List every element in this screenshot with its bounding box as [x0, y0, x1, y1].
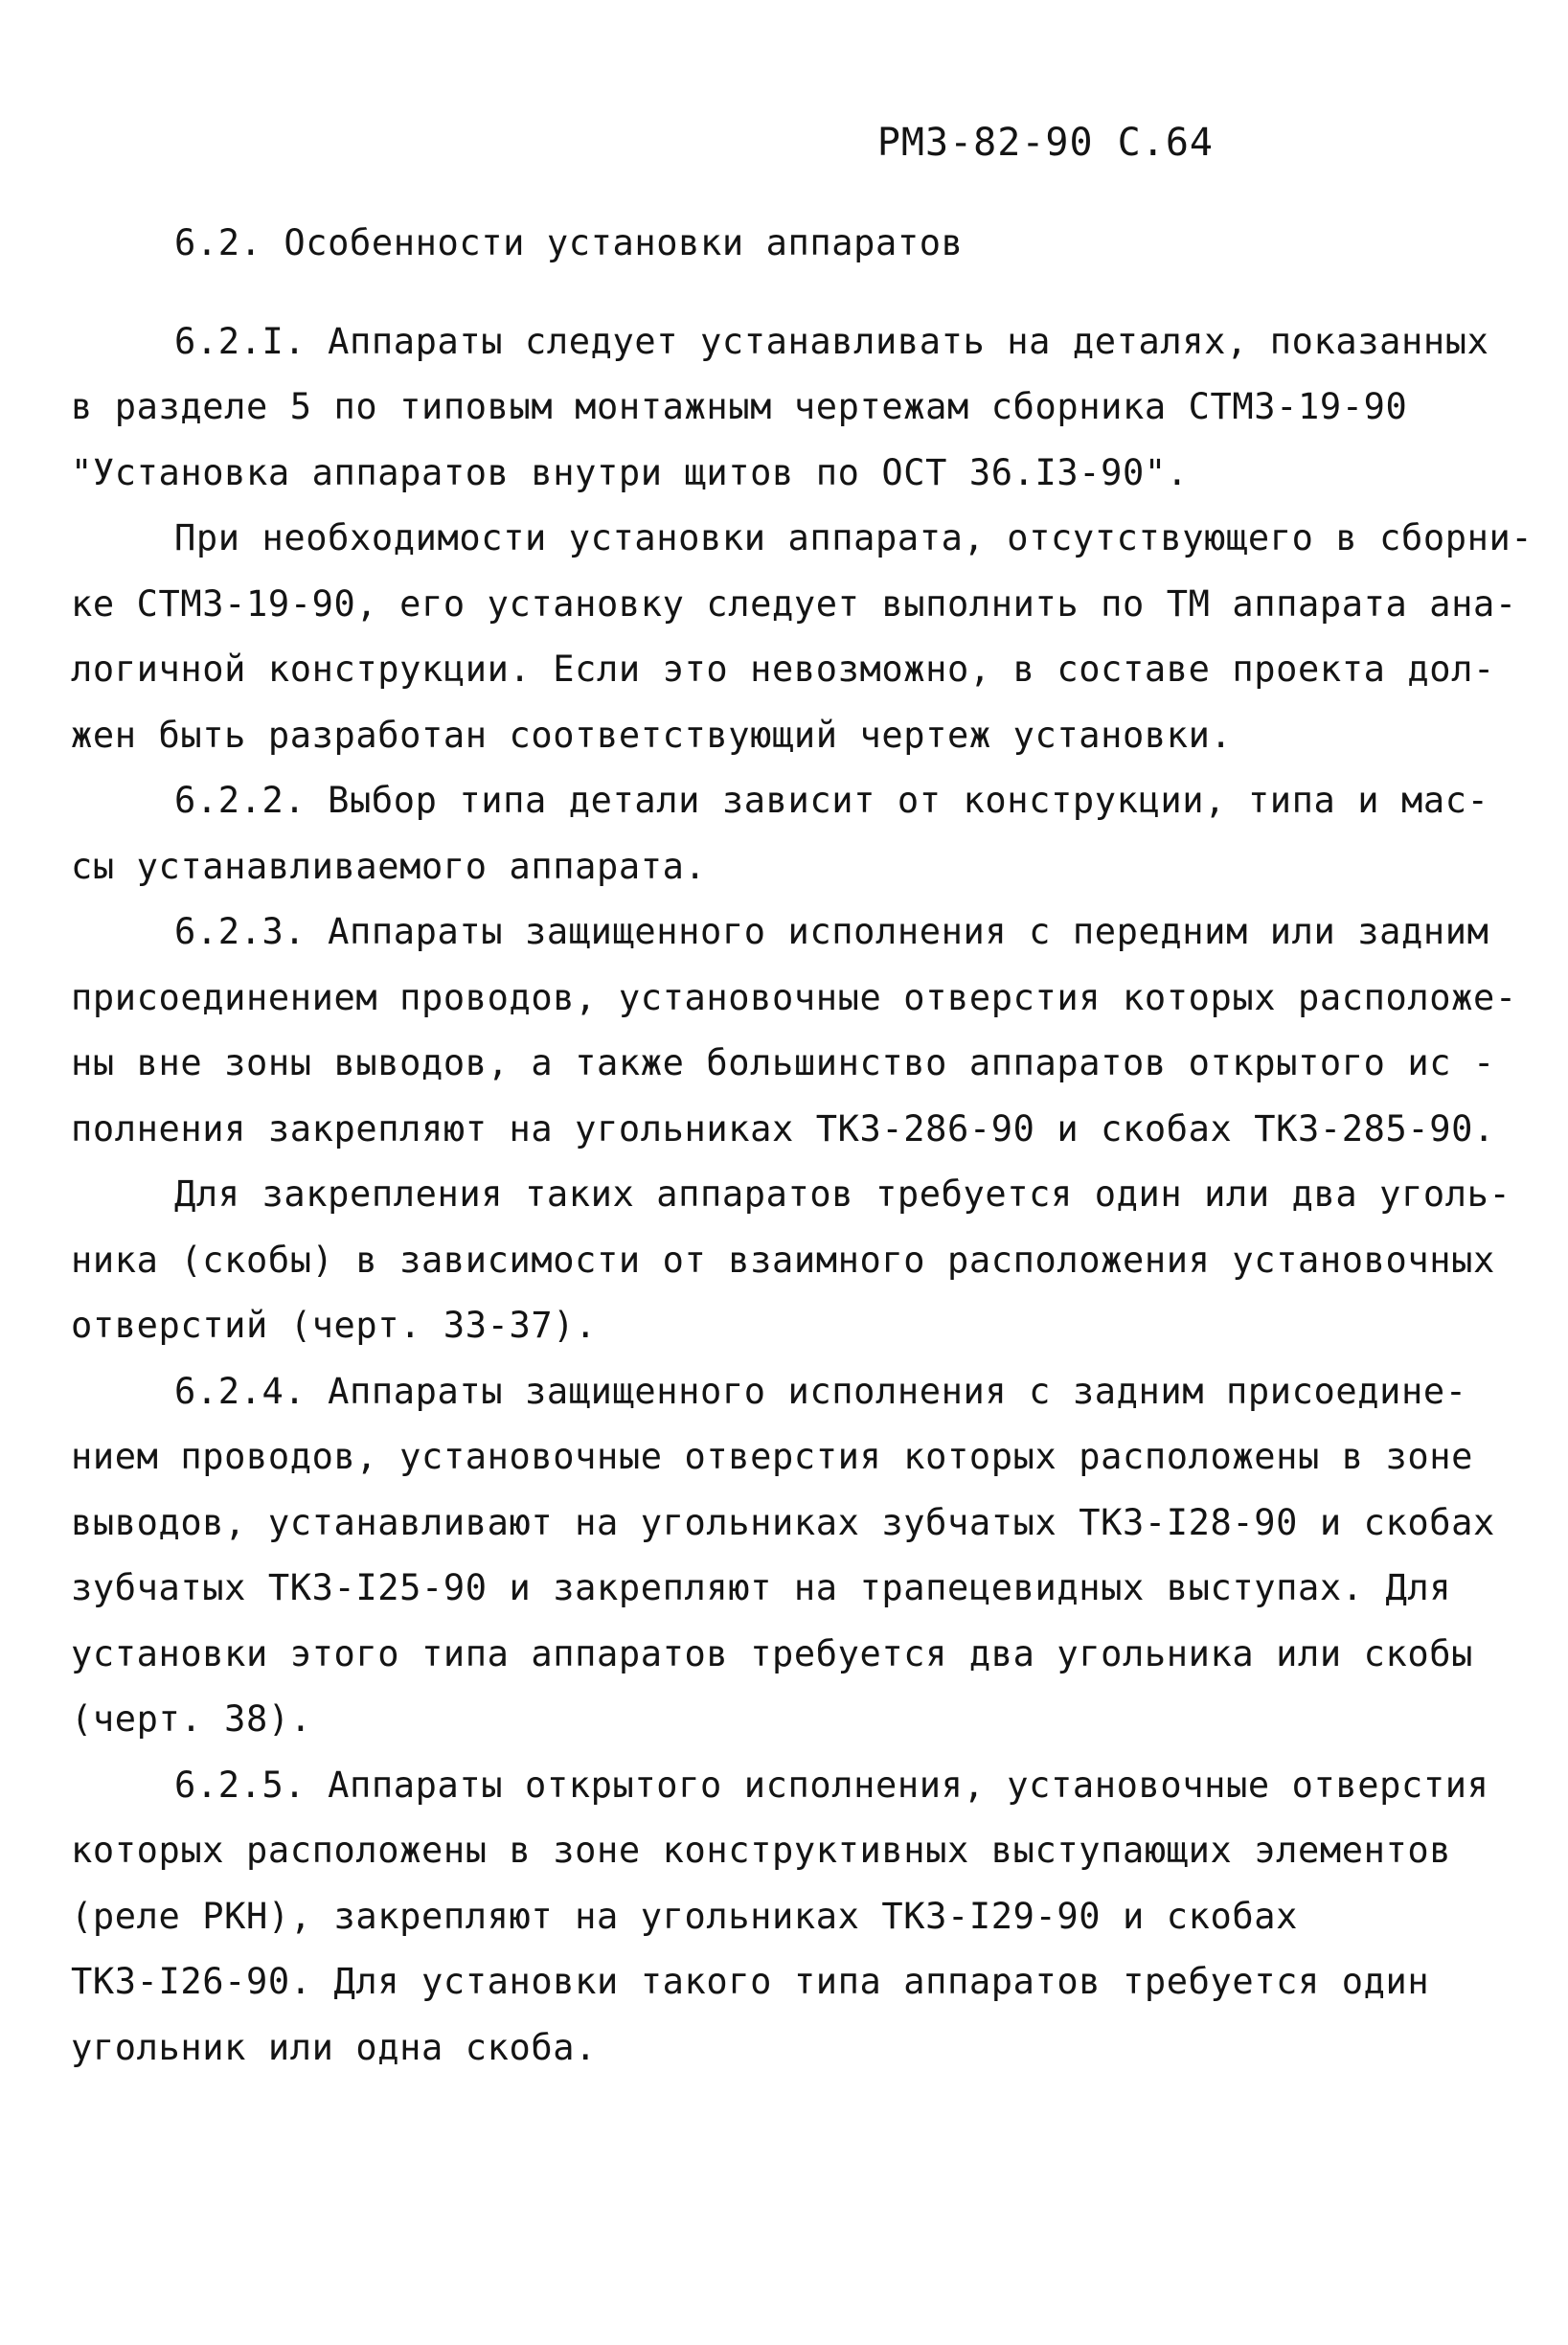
text-line: нием проводов, установочные отверстия которых расположены в зоне: [71, 1436, 1474, 1477]
text-line: выводов, устанавливают на угольниках зубчатых ТКЗ-I28-90 и скобах: [71, 1501, 1495, 1543]
text-line: присоединением проводов, установочные отверстия которых расположе-: [71, 976, 1517, 1018]
section-title: 6.2. Особенности установки аппаратов: [174, 222, 964, 263]
title-spacer: [71, 277, 1431, 309]
text-line: ника (скобы) в зависимости от взаимного расположения установочных: [71, 1239, 1495, 1281]
document-body: [71, 211, 1534, 2081]
text-line: полнения закрепляют на угольниках ТКЗ-286-90 и скобах ТКЗ-285-90.: [71, 1107, 1495, 1150]
text-line: установки этого типа аппаратов требуется два угольника или скобы: [71, 1632, 1474, 1674]
text-line: ТКЗ-I26-90. Для установки такого типа аппаратов требуется один: [71, 1961, 1430, 2002]
text-line: 6.2.3. Аппараты защищенного исполнения с передним или задним: [174, 911, 1489, 952]
text-line: которых расположены в зоне конструктивных выступающих элементов: [71, 1830, 1452, 1871]
text-line: угольник или одна скоба.: [71, 2026, 598, 2068]
text-line: (реле РКН), закрепляют на угольниках ТКЗ-I29-90 и скобах: [71, 1895, 1299, 1937]
text-line: Для закрепления таких аппаратов требуется один или два уголь-: [174, 1173, 1511, 1215]
text-line: При необходимости установки аппарата, отсутствующего в сборни-: [174, 517, 1534, 558]
text-line: (черт. 38).: [71, 1698, 312, 1740]
text-line: ке СТМЗ-19-90, его установку следует выполнить по ТМ аппарата ана-: [71, 582, 1517, 625]
text-line: 6.2.2. Выбор типа детали зависит от конструкции, типа и мас-: [174, 780, 1489, 821]
page-reference: РМЗ-82-90 С.64: [876, 121, 1214, 165]
text-line: зубчатых ТКЗ-I25-90 и закрепляют на трапецевидных выступах. Для: [71, 1567, 1452, 1608]
text-line: ны вне зоны выводов, а также большинство аппаратов открытого ис -: [71, 1042, 1495, 1083]
paragraph-lines: [71, 309, 1534, 2082]
text-line: отверстий (черт. 33-37).: [71, 1305, 598, 1346]
text-line: в разделе 5 по типовым монтажным чертежам сборника СТМЗ-19-90: [71, 386, 1408, 427]
text-line: "Установка аппаратов внутри щитов по ОСТ 36.I3-90".: [71, 451, 1189, 493]
text-line: 6.2.5. Аппараты открытого исполнения, установочные отверстия: [174, 1764, 1489, 1806]
text-line: 6.2.I. Аппараты следует устанавливать на деталях, показанных: [174, 320, 1489, 362]
text-line: 6.2.4. Аппараты защищенного исполнения с задним присоедине-: [174, 1370, 1467, 1412]
text-line: жен быть разработан соответствующий чертеж установки.: [71, 714, 1233, 756]
text-line: логичной конструкции. Если это невозможно, в составе проекта дол-: [71, 649, 1495, 690]
text-line: сы устанавливаемого аппарата.: [71, 845, 707, 887]
